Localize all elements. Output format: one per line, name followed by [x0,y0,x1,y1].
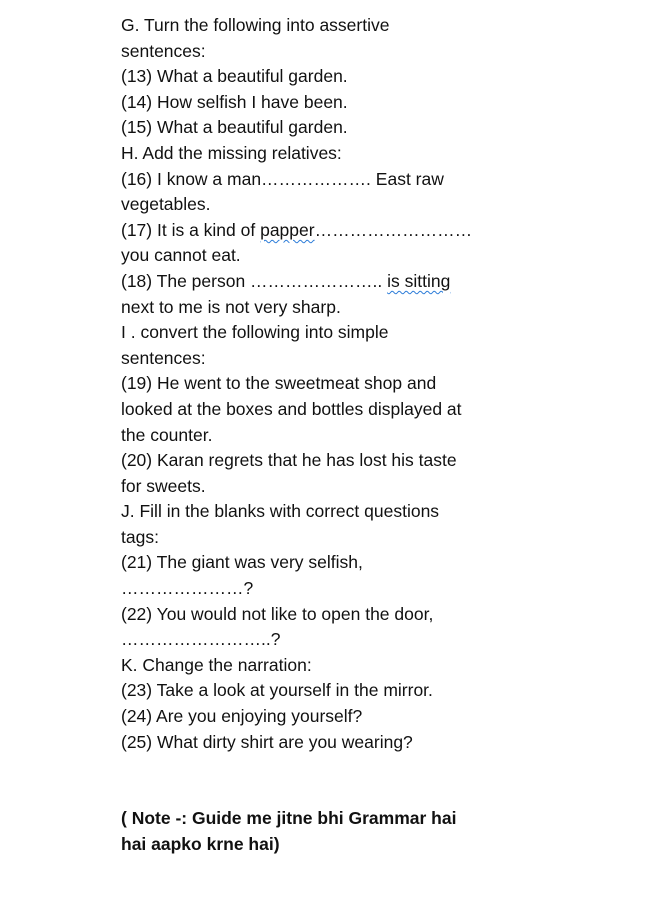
question-16-cont: vegetables. [121,194,211,215]
question-19-cont-2: the counter. [121,424,213,445]
note-line-1: ( Note -: Guide me jitne bhi Grammar hai [121,808,457,828]
question-18-cont: next to me is not very sharp. [121,296,341,317]
section-h-heading: H. Add the missing relatives: [121,142,342,163]
question-15: (15) What a beautiful garden. [121,117,348,138]
question-21-blank: …………………? [121,578,254,599]
section-g-heading: G. Turn the following into assertive [121,15,390,35]
question-20-cont: for sweets. [121,475,206,496]
question-18-prefix: (18) The person ………………….. [121,270,388,291]
question-22-blank: ……………………..? [121,629,281,650]
question-13: (13) What a beautiful garden. [121,66,348,87]
question-19-cont-1: looked at the boxes and bottles displayed at [121,398,462,419]
section-i-heading: I . convert the following into simple [121,322,389,343]
question-17-cont: you cannot eat. [121,245,241,266]
section-k-heading: K. Change the narration: [121,654,312,675]
question-20: (20) Karan regrets that he has lost his taste [121,450,457,471]
section-j-heading-cont: tags: [121,526,159,547]
question-25: (25) What dirty shirt are you wearing? [121,731,413,752]
note-line-2: hai aapko krne hai) [121,833,280,854]
question-17-blank: ……………………… [314,219,473,240]
grammar-flagged-phrase: is sitting [387,270,451,291]
note-block [121,806,541,857]
question-19: (19) He went to the sweetmeat shop and [121,373,437,394]
section-i-heading-cont: sentences: [121,347,206,368]
question-24: (24) Are you enjoying yourself? [121,706,363,727]
misspelled-word: papper [260,219,315,240]
question-23: (23) Take a look at yourself in the mirror. [121,680,433,701]
section-g-heading-cont: sentences: [121,40,206,61]
question-14: (14) How selfish I have been. [121,91,348,112]
question-17-prefix: (17) It is a kind of [121,219,261,240]
question-22: (22) You would not like to open the door, [121,603,434,624]
document-body [121,13,541,755]
question-21: (21) The giant was very selfish, [121,552,363,573]
question-17 [121,218,541,244]
question-16: (16) I know a man………………. East raw [121,168,444,189]
question-18 [121,269,541,295]
section-j-heading: J. Fill in the blanks with correct questions [121,501,440,522]
